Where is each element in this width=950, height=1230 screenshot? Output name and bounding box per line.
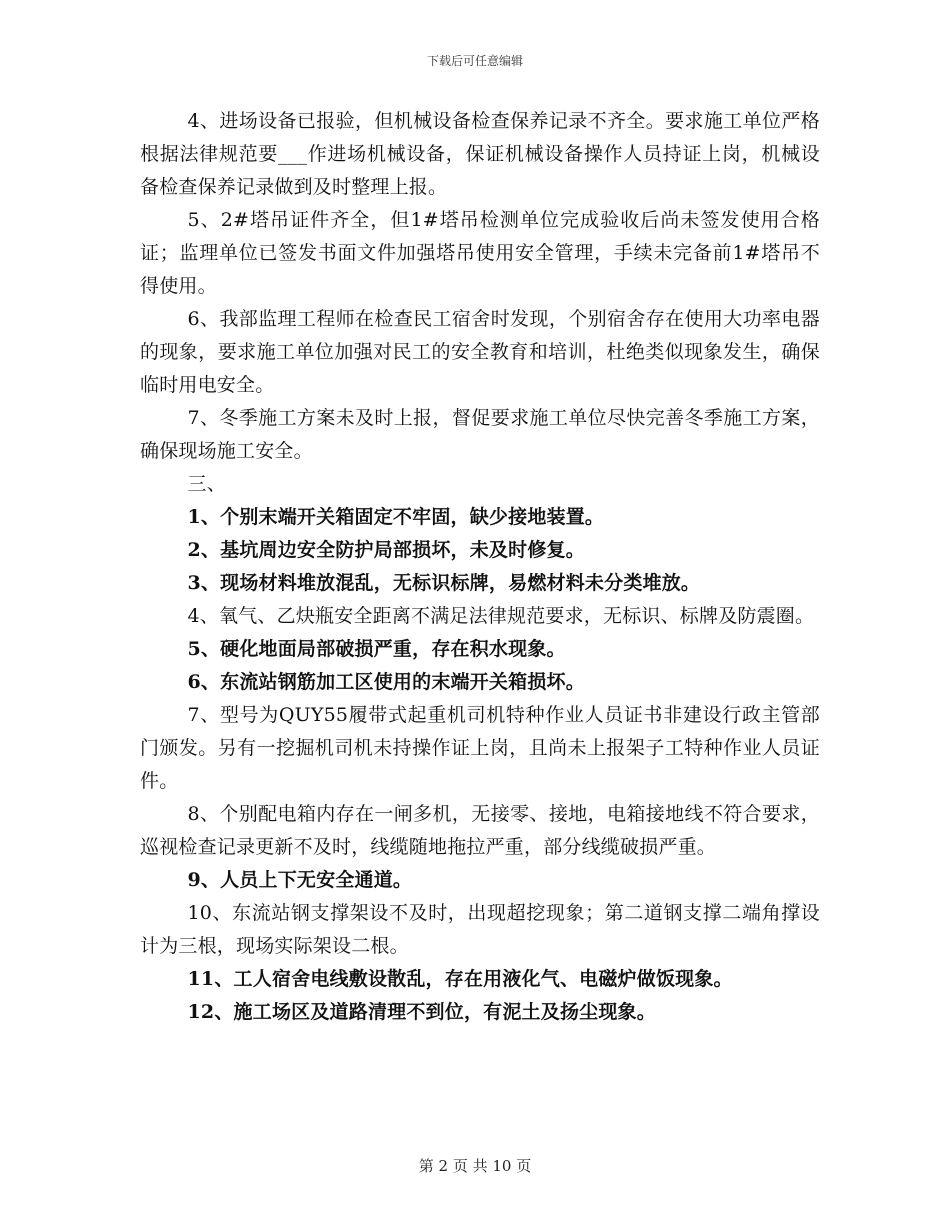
header-note: 下载后可任意编辑 <box>426 54 523 68</box>
paragraph-5: 5、2#塔吊证件齐全，但1#塔吊检测单位完成验收后尚未签发使用合格证；监理单位已签发书面文件加强塔吊使用安全管理，手续未完备前1#塔吊不得使用。 <box>140 209 820 297</box>
issue-item-11: 11、工人宿舍电线敷设散乱，存在用液化气、电磁炉做饭现象。 <box>187 968 733 990</box>
paragraph-6: 6、我部监理工程师在检查民工宿舍时发现，个别宿舍存在使用大功率电器的现象，要求施工单位加强对民工的安全教育和培训，杜绝类似现象发生，确保临时用电安全。 <box>140 308 820 396</box>
issue-item-5: 5、硬化地面局部破损严重，存在积水现象。 <box>187 638 566 660</box>
paragraph-7: 7、冬季施工方案未及时上报，督促要求施工单位尽快完善冬季施工方案，确保现场施工安全。 <box>140 407 820 462</box>
issue-item-7: 7、型号为QUY55履带式起重机司机特种作业人员证书非建设行政主管部门颁发。另有一挖掘机司机未持操作证上岗，且尚未上报架子工特种作业人员证件。 <box>140 704 820 792</box>
issue-item-10: 10、东流站钢支撑架设不及时，出现超挖现象；第二道钢支撑二端角撑设计为三根，现场实际架设二根。 <box>140 902 820 957</box>
issue-item-12: 12、施工场区及道路清理不到位，有泥土及扬尘现象。 <box>187 1001 656 1023</box>
page-number-footer: 第 2 页 共 10 页 <box>418 1157 532 1175</box>
issue-item-3: 3、现场材料堆放混乱，无标识标牌，易燃材料未分类堆放。 <box>187 572 701 594</box>
document-body <box>140 105 820 1029</box>
issue-item-9: 9、人员上下无安全通道。 <box>187 869 413 891</box>
section-heading-three: 三、 <box>187 473 226 495</box>
issue-item-1: 1、个别末端开关箱固定不牢固，缺少接地装置。 <box>187 506 605 528</box>
issue-item-2: 2、基坑周边安全防护局部损坏，未及时修复。 <box>187 539 585 561</box>
issue-item-6: 6、东流站钢筋加工区使用的末端开关箱损坏。 <box>187 671 585 693</box>
issue-item-8: 8、个别配电箱内存在一闸多机，无接零、接地，电箱接地线不符合要求，巡视检查记录更新不及时，线缆随地拖拉严重，部分线缆破损严重。 <box>140 803 820 858</box>
issue-item-4: 4、氧气、乙炔瓶安全距离不满足法律规范要求，无标识、标牌及防震圈。 <box>187 605 815 627</box>
paragraph-4: 4、进场设备已报验，但机械设备检查保养记录不齐全。要求施工单位严格根据法律规范要___作进场机械设备，保证机械设备操作人员持证上岗，机械设备检查保养记录做到及时整理上报。 <box>140 110 820 198</box>
